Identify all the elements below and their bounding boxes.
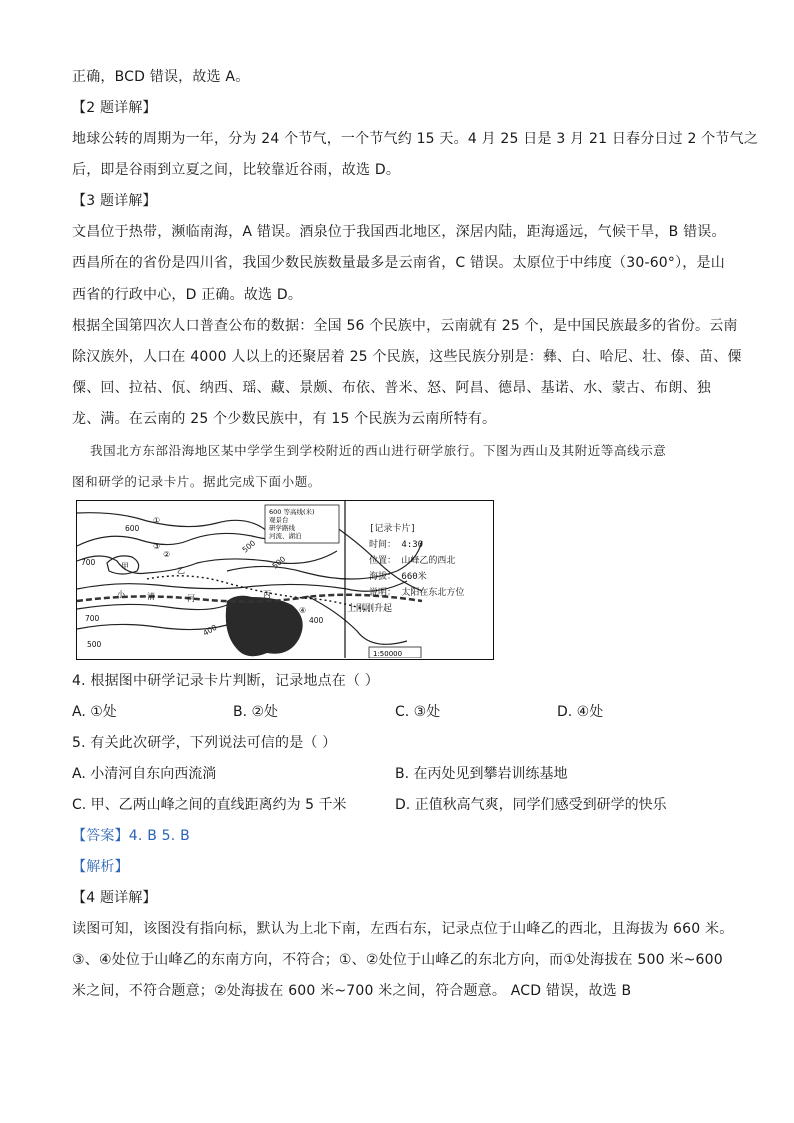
record-card [347,522,464,614]
q5-option[interactable]: D. 正值秋高气爽，同学们感受到研学的快乐 [395,797,667,813]
section-heading: 【4 题详解】 [72,890,157,906]
text-line: 根据全国第四次人口普查公布的数据：全国 56 个民族中，云南就有 25 个，是中国民族最多的省份。云南 [72,318,738,334]
card-location: 位置： 山峰乙的西北 [369,556,456,566]
contour-map [77,501,492,658]
contour-label: 700 [81,558,96,567]
contour-label: 500 [270,554,288,571]
point-label: ③ [153,542,161,551]
text-line: 正确，BCD 错误，故选 A。 [72,69,250,85]
text-line: 龙、满。在云南的 25 个少数民族中，有 15 个民族为云南所特有。 [72,411,497,427]
map-scale: 1:50000 [373,650,403,658]
text-line: 后，即是谷雨到立夏之间，比较靠近谷雨，故选 D。 [72,162,401,178]
q4-option[interactable]: A. ①处 [72,704,117,720]
text-line: 读图可知，该图没有指向标，默认为上北下南，左西右东，记录点位于山峰乙的西北，且海拔为 660 米。 [72,921,734,937]
q5-option[interactable]: B. 在丙处见到攀岩训练基地 [395,766,568,782]
text-line: 地球公转的周期为一年，分为 24 个节气，一个节气约 15 天。4 月 25 日是 3 月 21 日春分日过 2 个节气之 [72,131,759,147]
point-label: 乙 [177,566,185,575]
text-line: 米之间，不符合题意；②处海拔在 600 米~700 米之间，符合题意。 ACD 错误，故选 B [72,983,632,999]
analysis-heading: 【解析】 [72,859,129,875]
text-line: 西省的行政中心，D 正确。故选 D。 [72,287,303,303]
text-line: 西昌所在的省份是四川省，我国少数民族数量最多是云南省，C 错误。太原位于中纬度（30-60°），是山 [72,255,725,271]
point-label: ④ [299,606,307,615]
card-time: 时间： 4:30 [369,540,424,550]
legend-item: 600 等高线(米) [269,508,315,516]
point-label: ② [163,550,171,559]
card-note: 上刚刚升起 [347,604,393,614]
q4-option[interactable]: D. ④处 [557,704,604,720]
contour-label: 500 [240,538,258,555]
legend-item: 观景台 [269,516,289,524]
text-line: ③、④处位于山峰乙的东南方向，不符合；①、②处位于山峰乙的东北方向，而①处海拔在 500 米~600 [72,952,723,968]
legend-item: 研学路线 [269,524,295,532]
q5-option[interactable]: C. 甲、乙两山峰之间的直线距离约为 5 千米 [72,797,347,813]
question-intro: 我国北方东部沿海地区某中学学生到学校附近的西山进行研学旅行。下图为西山及其附近等高线示意 [90,443,667,458]
card-elevation: 海拔： 660米 [369,572,427,582]
lake-shape [226,596,303,657]
point-label: ① [153,516,161,525]
river-label: 河 [187,594,195,603]
section-heading: 【2 题详解】 [72,100,157,116]
answer-line: 【答案】4. B 5. B [72,828,190,844]
contour-map-figure [76,500,494,660]
river-label: 小 [117,590,125,599]
legend-item: 河流、湖泊 [269,532,302,540]
card-note: 说明： 太阳在东北方位 [369,588,465,598]
point-label: 甲 [121,562,129,571]
contour-label: 500 [87,640,102,649]
card-title: [记录卡片] [369,524,416,534]
contour-label: 600 [125,524,140,533]
q4-option[interactable]: B. ②处 [233,704,279,720]
contour-label: 700 [85,614,100,623]
question-intro: 图和研学的记录卡片。据此完成下面小题。 [72,474,321,489]
q4-option[interactable]: C. ③处 [395,704,441,720]
contour-label: 400 [309,616,324,625]
river-label: 清 [147,592,155,601]
text-line: 除汉族外，人口在 4000 人以上的还聚居着 25 个民族，这些民族分别是：彝、白、哈尼、壮、傣、苗、傈 [72,349,742,365]
text-line: 文昌位于热带，濒临南海，A 错误。酒泉位于我国西北地区，深居内陆，距海遥远，气候干旱，B 错误。 [72,224,726,240]
text-line: 僳、回、拉祜、佤、纳西、瑶、藏、景颇、布依、普米、怒、阿昌、德昂、基诺、水、蒙古、布朗、独 [72,380,711,396]
section-heading: 【3 题详解】 [72,193,157,209]
point-label: 丙 [263,590,271,599]
contour-label: 400 [201,622,219,638]
q5-option[interactable]: A. 小清河自东向西流淌 [72,766,217,782]
question-5: 5. 有关此次研学，下列说法可信的是（ ） [72,735,337,751]
question-4: 4. 根据图中研学记录卡片判断，记录地点在（ ） [72,673,380,689]
